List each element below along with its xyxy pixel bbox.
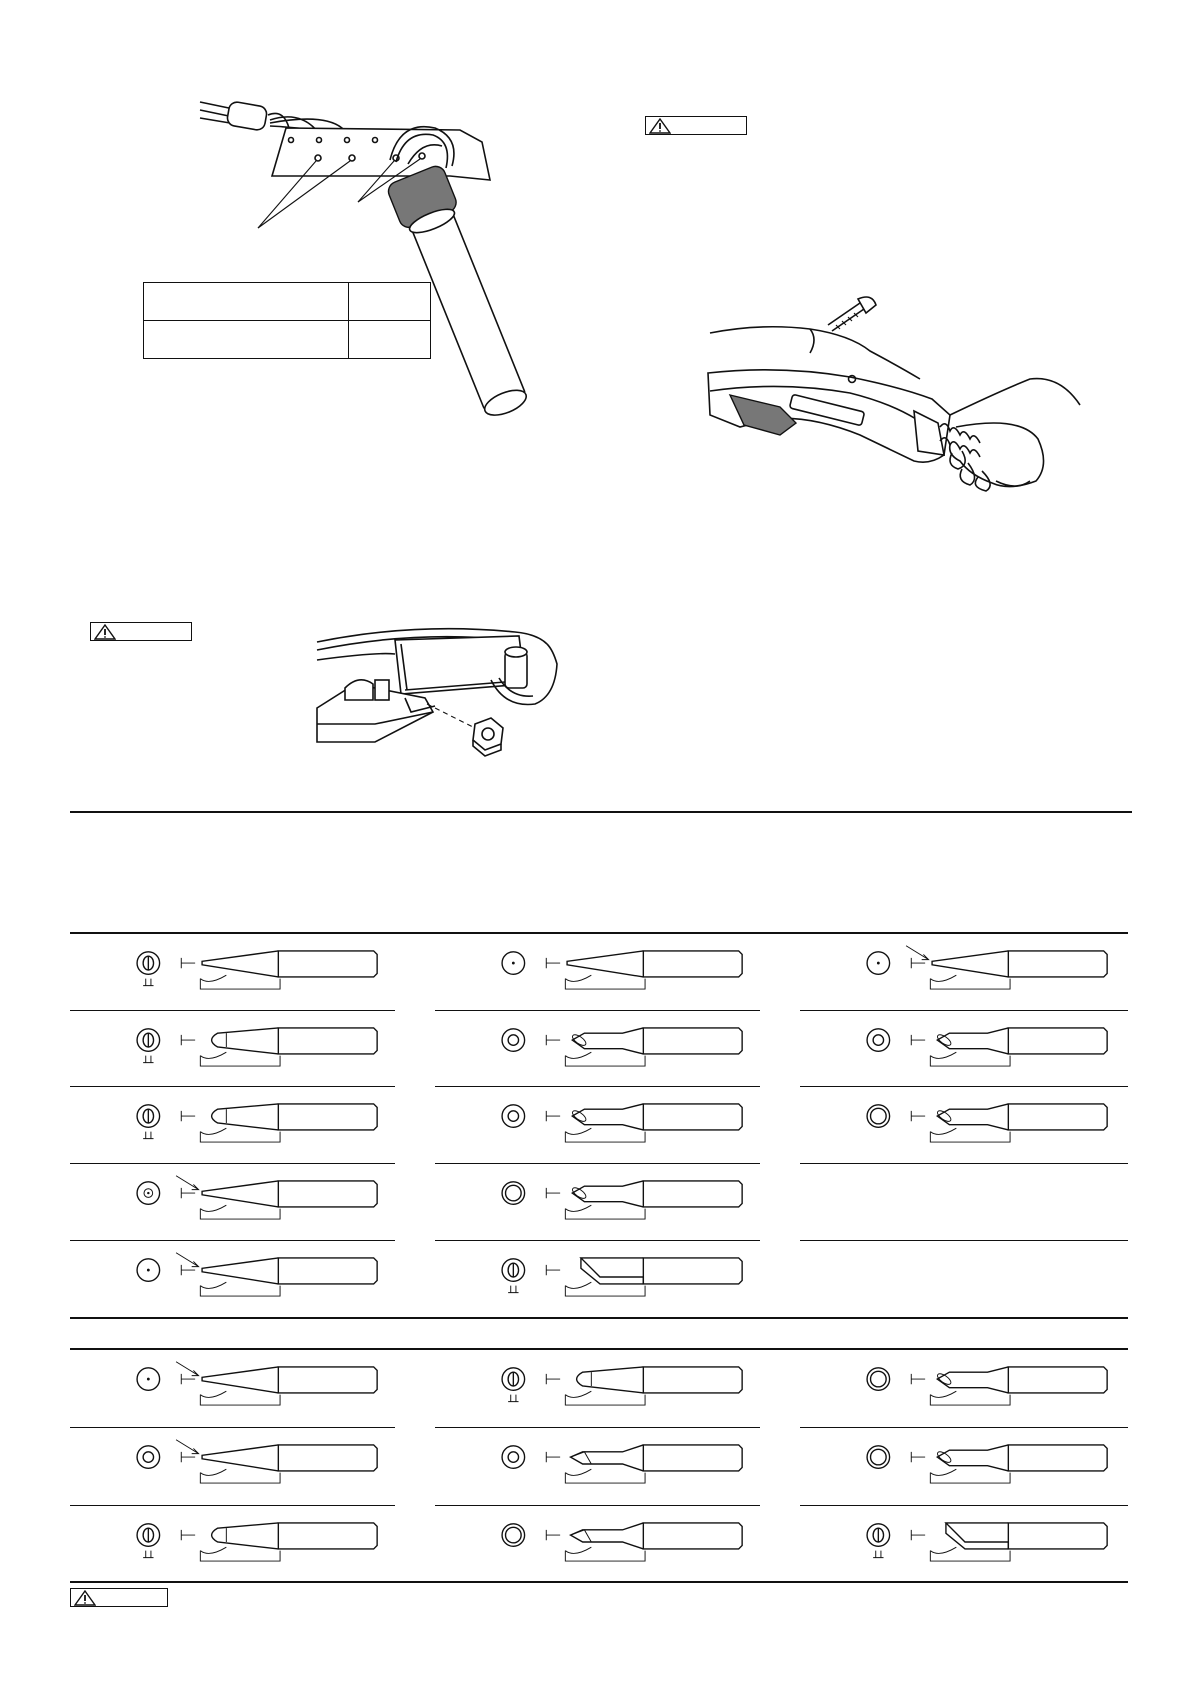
row-rule [70,1010,395,1011]
soldering-tip-bevelcup-icon [800,1021,1130,1073]
row-rule [800,1427,1128,1428]
soldering-tip-conical-icon [70,1174,400,1226]
spec-table-cell [144,321,349,359]
row-rule [800,1163,1128,1164]
soldering-tip-chisel-icon [70,1516,400,1568]
soldering-tip-conical-icon [435,944,765,996]
soldering-tip-bevel-icon [435,1438,765,1490]
soldering-tip-conical-icon [70,1251,400,1303]
handle-screw-illustration [700,295,1090,525]
row-rule [70,1163,395,1164]
row-rule [800,1010,1128,1011]
tip-table-1-top-rule [70,932,1128,934]
soldering-tip-chisel-icon [70,1021,400,1073]
row-rule [435,1427,760,1428]
warning-triangle-icon [649,118,671,134]
warning-triangle-icon [74,1590,96,1606]
row-rule [70,1086,395,1087]
soldering-tip-conical-icon [70,1360,400,1412]
soldering-tip-conical-icon [70,1438,400,1490]
row-rule [435,1505,760,1506]
tip-table-2-top-rule [70,1348,1128,1350]
soldering-tip-knife-icon [800,1516,1130,1568]
soldering-tip-bevelcup-icon [435,1097,765,1149]
soldering-tip-knife-icon [435,1251,765,1303]
spec-table [143,282,431,359]
section-divider [70,811,1132,813]
row-rule [800,1505,1128,1506]
soldering-tip-chisel-icon [435,1360,765,1412]
row-rule [800,1086,1128,1087]
row-rule [70,1240,395,1241]
warning-box-middle-left [90,622,192,641]
handle-nut-illustration [315,620,575,770]
soldering-tip-conical-icon [70,944,400,996]
soldering-tip-bevelcup-icon [435,1174,765,1226]
spec-table-cell [349,321,431,359]
heater-wiring-illustration [190,90,590,420]
soldering-tip-bevelcup-icon [800,1360,1130,1412]
soldering-tip-bevel-icon [435,1516,765,1568]
row-rule [70,1427,395,1428]
row-rule [800,1240,1128,1241]
row-rule [435,1240,760,1241]
soldering-tip-bevelcup-icon [800,1438,1130,1490]
soldering-tip-bevelcup-icon [435,1021,765,1073]
warning-box-top-right [645,116,747,135]
warning-box-bottom [70,1588,168,1607]
spec-table-cell [349,283,431,321]
row-rule [435,1163,760,1164]
soldering-tip-chisel-icon [70,1097,400,1149]
row-rule [70,1505,395,1506]
row-rule [435,1086,760,1087]
row-rule [435,1010,760,1011]
tip-table-1-bottom-rule [70,1317,1128,1319]
spec-table-cell [144,283,349,321]
soldering-tip-bevelcup-icon [800,1097,1130,1149]
warning-triangle-icon [94,624,116,640]
tip-table-2-bottom-rule [70,1581,1128,1583]
soldering-tip-conical-icon [800,944,1130,996]
